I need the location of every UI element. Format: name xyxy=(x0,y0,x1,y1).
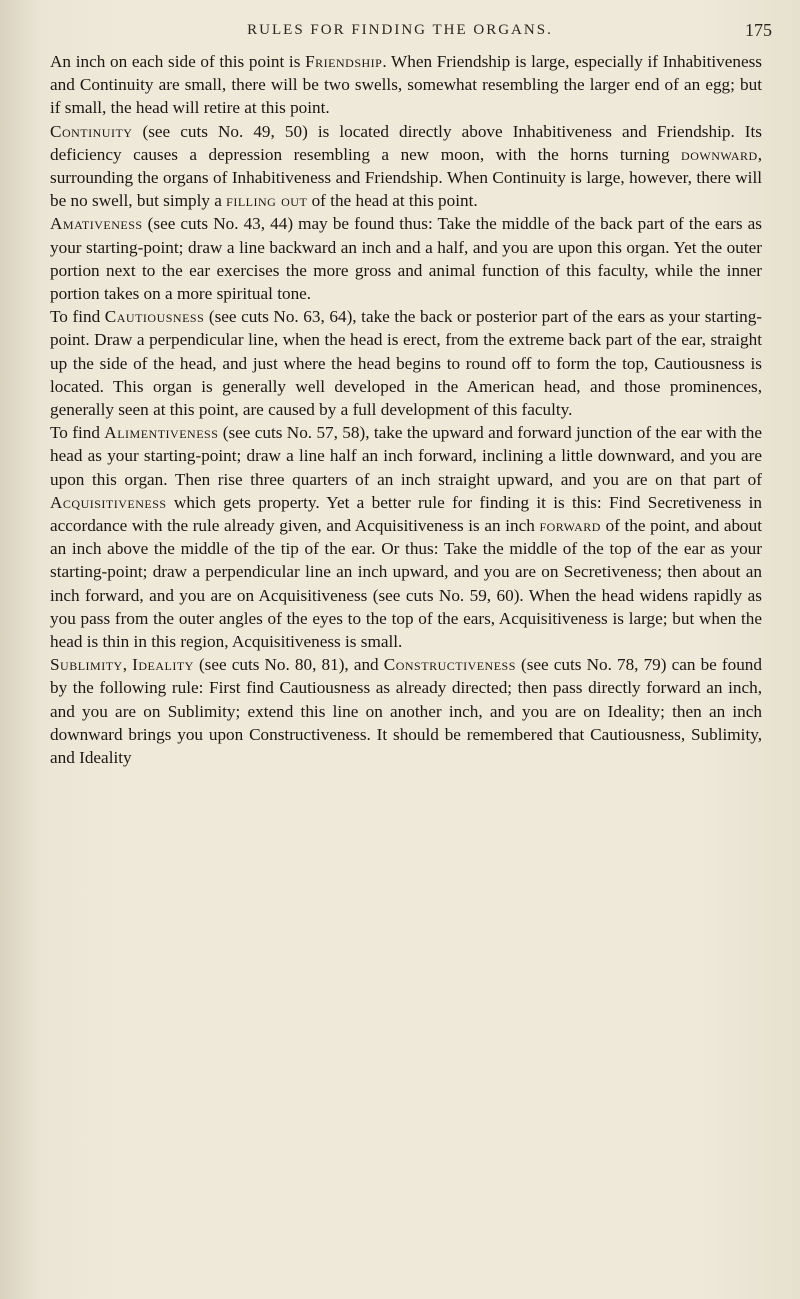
text-segment: (see cuts No. 49, 50) is located directly above Inhabitiveness and Friendship. Its deficiency causes a depression resembling a new moon, with the horns turning xyxy=(50,121,762,164)
text-segment: To find xyxy=(50,423,105,443)
page-header xyxy=(0,14,800,44)
text-segment: (see cuts No. 43, 44) may be found thus: Take the middle of the back part of the ears as your starting-point; draw a line backward an inch and a half, and you are upon this organ. Yet the outer portion next to the ear exercises the more gross and animal function of this faculty, while the inner portion takes on a more spiritual tone. xyxy=(50,214,762,304)
paragraph xyxy=(50,50,762,120)
text-segment: of the point, and about an inch above the middle of the tip of the ear. Or thus: Take the middle of the top of the ear as your starting-point; draw a perpendicular line an inch upward, and you are on Secretiveness; then about an inch forward, and you are on Acquisitiveness (see cuts No. 59, 60). When the head widens rapidly as you pass from the outer angles of the eyes to the top of the ears, Acquisitiveness is large; but when the head is thin in this region, Acquisitiveness is small. xyxy=(50,516,763,652)
organ-name: Amativeness xyxy=(50,214,143,234)
text-segment: , xyxy=(122,655,133,675)
organ-name: filling out xyxy=(226,191,308,211)
organ-name: forward xyxy=(539,516,601,536)
text-segment: (see cuts No. 78, 79) can be found by the following rule: First find Cautiousness as already directed; then pass directly forward an inch, and you are on Sublimity; extend this line on another inch, and you are on Ideality; then an inch downward brings you upon Constructiveness. It should be remembered that Cautiousness, Sublimity, and Ideality xyxy=(50,655,762,768)
text-segment: which gets property. Yet a better rule for finding it is this: Find Secretiveness in accordance with the rule already given, and Acquisitiveness is an inch xyxy=(50,492,762,536)
organ-name: downward xyxy=(681,144,758,164)
text-segment: , surrounding the organs of Inhabitiveness and Friendship. When Continuity is large, however, there will be no swell, but simply a xyxy=(50,144,762,211)
text-segment: To find xyxy=(50,307,105,327)
text-segment: An inch on each side of this point is xyxy=(50,52,306,71)
organ-name: Constructiveness xyxy=(383,655,516,675)
running-head: RULES FOR FINDING THE ORGANS. xyxy=(247,22,553,38)
body-text xyxy=(50,50,762,769)
paragraph xyxy=(50,653,762,769)
organ-name: Cautiousness xyxy=(104,307,205,327)
organ-name: Friendship xyxy=(305,52,383,71)
text-segment: (see cuts No. 57, 58), take the upward and forward junction of the ear with the head as your starting-point; draw a line half an inch forward, inclining a little downward, and you are upon this organ. Then rise three quarters of an inch straight upward, and you are on that part of xyxy=(50,423,762,489)
text-segment: . When Friendship is large, especially if Inhabitiveness and Continuity are small, there will be two swells, somewhat resembling the larger end of an egg; but if small, the head will retire at this point. xyxy=(50,52,762,118)
text-segment: (see cuts No. 63, 64), take the back or posterior part of the ears as your starting-point. Draw a perpendicular line, when the head is erect, from the extreme back part of the ear, straight up the side of the head, and just where the head begins to round off to form the top, Cautiousness is located. This organ is generally well developed in the American head, and those prominences, generally seen at this point, are caused by a full development of this faculty. xyxy=(50,307,763,420)
organ-name: Sublimity xyxy=(50,655,123,675)
text-segment: of the head at this point. xyxy=(307,191,478,211)
text-segment: (see cuts No. 80, 81), and xyxy=(193,655,384,675)
paragraph xyxy=(50,120,762,213)
paragraph xyxy=(50,421,762,653)
paragraph xyxy=(50,212,762,305)
organ-name: Ideality xyxy=(132,655,194,675)
organ-name: Alimentiveness xyxy=(104,423,219,443)
organ-name: Continuity xyxy=(50,121,133,141)
paragraph xyxy=(50,305,762,421)
page-number: 175 xyxy=(745,20,772,40)
organ-name: Acquisitiveness xyxy=(50,492,167,512)
